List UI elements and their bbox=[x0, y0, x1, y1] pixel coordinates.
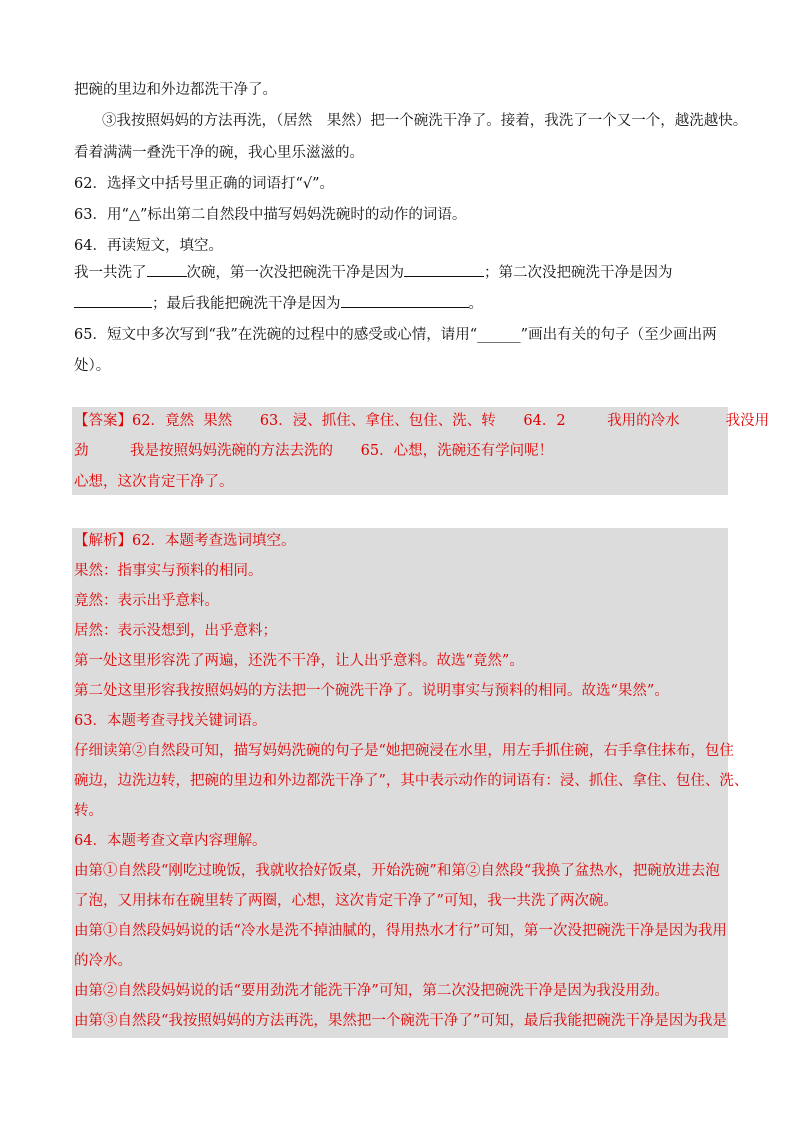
fill-blank[interactable] bbox=[341, 293, 469, 308]
fill-blank[interactable] bbox=[404, 262, 484, 277]
question-65-line: 65．短文中多次写到“我”在洗碗的过程中的感受或心情，请用“______”画出有关的句子（至少画出两 bbox=[74, 327, 717, 343]
analysis-line: 竟然：表示出乎意料。 bbox=[74, 593, 219, 609]
answer-line: 劲 我是按照妈妈洗碗的方法去洗的 65．心想，洗碗还有学问呢！ bbox=[74, 443, 554, 459]
fill-text: ；第二次没把碗洗干净是因为 bbox=[484, 265, 673, 281]
passage-line: 看着满满一叠洗干净的碗，我心里乐滋滋的。 bbox=[74, 145, 364, 161]
analysis-line: 了泡，又用抹布在碗里转了两圈，心想，这次肯定干净了”可知，我一共洗了两次碗。 bbox=[74, 893, 618, 909]
passage-line: ③我按照妈妈的方法再洗，（居然 果然）把一个碗洗干净了。接着，我洗了一个又一个，越洗越快。 bbox=[102, 113, 748, 129]
analysis-text: 62．本题考查选词填空。 bbox=[132, 533, 296, 549]
analysis-line: 64．本题考查文章内容理解。 bbox=[74, 833, 267, 849]
analysis-line: 由第①自然段“刚吃过晚饭，我就收拾好饭桌，开始洗碗”和第②自然段“我换了盆热水，把碗放进去泡 bbox=[74, 863, 720, 879]
question-64: 64．再读短文，填空。 bbox=[74, 238, 223, 254]
question-65-line: 处）。 bbox=[74, 358, 111, 374]
fill-text: ；最后我能把碗洗干净是因为 bbox=[152, 296, 341, 312]
analysis-line: 由第③自然段“我按照妈妈的方法再洗，果然把一个碗洗干净了”可知，最后我能把碗洗干净是因为我是 bbox=[74, 1013, 727, 1029]
analysis-line: 由第②自然段妈妈说的话“要用劲洗才能洗干净”可知，第二次没把碗洗干净是因为我没用劲。 bbox=[74, 983, 669, 999]
analysis-tag: 【解析】 bbox=[74, 533, 132, 549]
analysis-line: 63．本题考查寻找关键词语。 bbox=[74, 713, 267, 729]
question-63: 63．用“△”标出第二自然段中描写妈妈洗碗时的动作的词语。 bbox=[74, 207, 467, 223]
analysis-line: 第一处这里形容洗了两遍，还洗不干净，让人出乎意料。故选“竟然”。 bbox=[74, 653, 524, 669]
answer-line: 心想，这次肯定干净了。 bbox=[74, 474, 234, 490]
analysis-line: 的冷水。 bbox=[74, 953, 132, 969]
passage-line: 把碗的里边和外边都洗干净了。 bbox=[74, 82, 277, 98]
analysis-line bbox=[74, 531, 295, 551]
question-62: 62．选择文中括号里正确的词语打“√”。 bbox=[74, 176, 335, 192]
fill-text: 我一共洗了 bbox=[74, 265, 147, 281]
analysis-line: 果然：指事实与预料的相同。 bbox=[74, 563, 263, 579]
fill-blank[interactable] bbox=[147, 262, 187, 277]
analysis-line: 转。 bbox=[74, 803, 103, 819]
answer-line bbox=[74, 411, 769, 431]
analysis-line: 仔细读第②自然段可知，描写妈妈洗碗的句子是“她把碗浸在水里，用左手抓住碗，右手拿住抹布，包住 bbox=[74, 743, 734, 759]
answer-tag: 【答案】 bbox=[74, 413, 132, 429]
fill-text: 。 bbox=[468, 296, 483, 312]
analysis-line: 居然：表示没想到，出乎意料； bbox=[74, 623, 277, 639]
answer-text: 62．竟然 果然 63．浸、抓住、拿住、包住、洗、转 64．2 我用的冷水 我没用 bbox=[132, 413, 770, 429]
analysis-line: 碗边，边洗边转，把碗的里边和外边都洗干净了”，其中表示动作的词语有：浸、抓住、拿住、包住、洗、 bbox=[74, 773, 749, 789]
analysis-line: 第二处这里形容我按照妈妈的方法把一个碗洗干净了。说明事实与预料的相同。故选“果然”。 bbox=[74, 683, 669, 699]
question-64-fill-line-2 bbox=[74, 293, 483, 314]
fill-text: 次碗，第一次没把碗洗干净是因为 bbox=[186, 265, 404, 281]
question-64-fill-line-1 bbox=[74, 262, 673, 283]
fill-blank[interactable] bbox=[74, 293, 152, 308]
analysis-line: 由第①自然段妈妈说的话“冷水是洗不掉油腻的，得用热水才行”可知，第一次没把碗洗干净是因为我用 bbox=[74, 923, 727, 939]
